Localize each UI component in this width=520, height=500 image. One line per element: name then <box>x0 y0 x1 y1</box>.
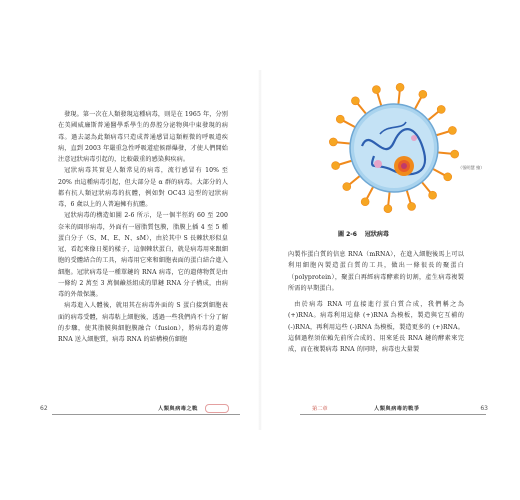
spike-head <box>429 191 437 199</box>
protein-particle <box>411 135 417 141</box>
page-number: 62 <box>40 405 48 412</box>
spike-head <box>408 202 416 210</box>
paragraph: 冠狀病毒的構造如圖 2-6 所示，是一個半徑約 60 至 200 奈米的圓形病毒，外面有一層脂質包膜，脂膜上插 4 至 5 種蛋白分子（S、M、E、N、sM），由於其中 S 長棘狀形似皇冠，看起來像日冕的樣子，這個棘狀蛋白，就是病毒用來跟細胞的受體結合的工具，病毒用它來和細胞表面的蛋白結合進入細胞。冠狀病毒是一種單鏈的 RNA 病毒，它的遺傳物質是由一條約 2 萬至 3 萬個鹼基組成的單鏈 RNA 分子構成，由病毒的外殼保護。 <box>58 212 228 298</box>
running-title: 人類與病毒的戰爭 <box>374 406 420 412</box>
spike-head <box>384 205 392 213</box>
paragraph: 發現。第一次在人類發現這種病毒，則是在 1965 年，分別在美國威廉斯普通醫學系學生的鼻腔分泌物與中東發現的病毒。過去認為此類病毒只造成普通感冒這類輕微的呼吸道疾病，直到 2003 年嚴重急性呼吸道症候群爆發，才使人們開始注意冠狀病毒引起的，比較嚴重的感染與疾病。 <box>58 111 228 163</box>
spike-head <box>329 138 337 146</box>
protein-particle <box>374 160 382 168</box>
figure-number: 圖 2-6 <box>338 231 357 238</box>
figure-caption <box>338 229 389 238</box>
left-footer <box>40 405 240 417</box>
footer-rule <box>52 414 240 415</box>
running-title: 人類與病毒之戰 <box>158 406 198 412</box>
spike-head <box>361 198 369 206</box>
spike-head <box>396 83 404 91</box>
coronavirus-illustration <box>322 76 472 226</box>
spike-head <box>332 162 340 170</box>
spike-head <box>451 150 459 158</box>
spike-head <box>372 86 380 94</box>
spike-head <box>343 183 351 191</box>
spike-head <box>448 126 456 134</box>
paragraph: 病毒進入人體後，就用其在病毒外面的 S 蛋白接到細胞表面的病毒受體，病毒粘上細胞後，透過一些我們尚不十分了解的步驟，使其脂膜與細胞膜融合（fusion），將病毒的遺傳 RNA 送入細胞質，病毒 RNA 的結構模仿細胞 <box>58 302 228 343</box>
right-page <box>260 0 520 500</box>
spike-head <box>419 90 427 98</box>
paragraph: 內製作蛋白質的信息 RNA（mRNA），在進入細胞後馬上可以利用細胞內製造蛋白質的工具，做出一條很長的聚蛋白（polyprotein），聚蛋白再經病毒酵素的切割，產生病毒複製所需的早期蛋白。 <box>288 251 464 292</box>
spike-head <box>444 173 452 181</box>
spike-head <box>336 115 344 123</box>
paragraph: 由於病毒 RNA 可直接進行蛋白質合成，我們稱之為(+)RNA。病毒利用這條 (+)RNA 為模板，製造與它互補的(-)RNA，再利用這些 (-)RNA 為模板，製造更多的 (+)RNA。這個過程須依賴先前所合成的、用來延長 RNA 鏈的酵素來完成，而在複製病毒 RNA 的同時，病毒也大量製 <box>288 301 464 353</box>
ornament-icon <box>205 404 229 413</box>
nucleocapsid <box>401 163 407 169</box>
left-body-text <box>58 109 228 345</box>
spike-head <box>351 97 359 105</box>
page-number: 63 <box>480 405 488 412</box>
figure-credit: （張明慧 繪） <box>458 165 485 170</box>
figure-title: 冠狀病毒 <box>364 231 389 238</box>
chapter-label: 第二章 <box>312 406 328 412</box>
spike-head <box>437 105 445 113</box>
paragraph: 冠狀病毒其實是人類常見的病毒，流行感冒有 10% 至 20% 由這種病毒引起，但大部分是 α 群的病毒。大部分的人都有抗人類冠狀病毒的抗體，例如對 OC43 這型的冠狀病毒，6 歲以上的人普遍擁有抗體。 <box>58 167 228 208</box>
